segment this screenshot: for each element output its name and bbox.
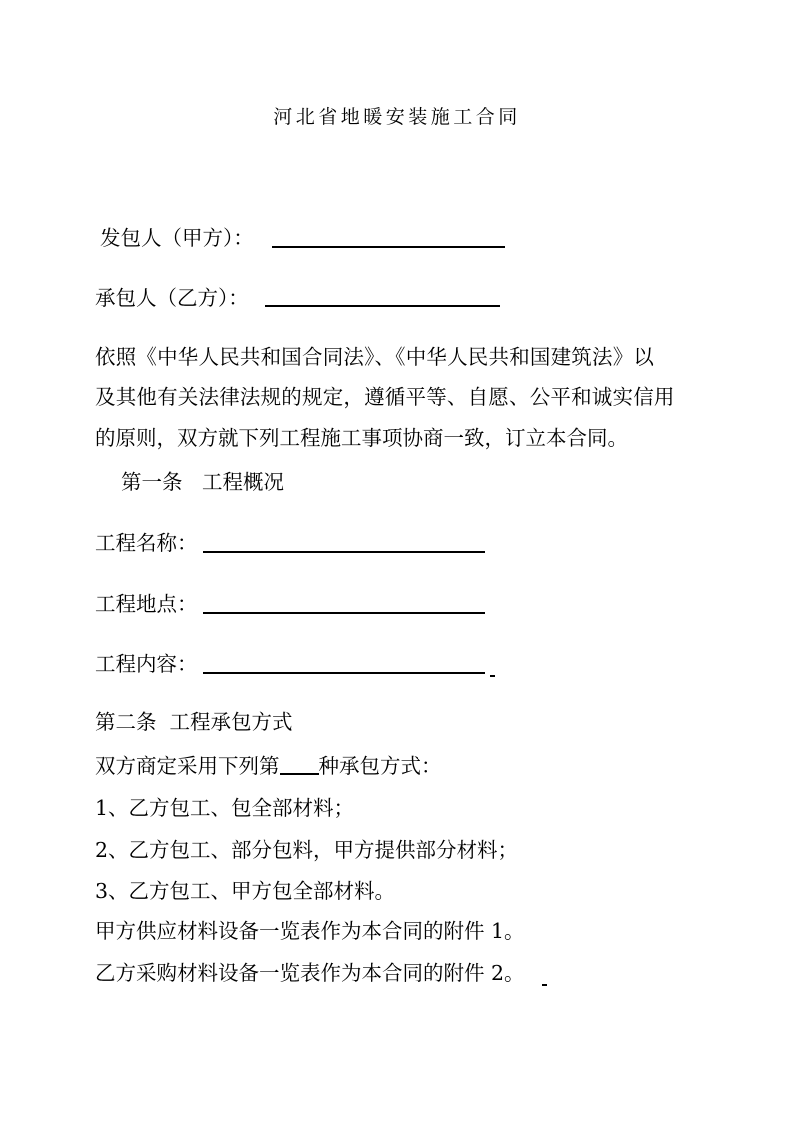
party-a-blank[interactable] (272, 246, 505, 248)
party-b-label: 承包人（乙方）： (95, 286, 249, 310)
project-location-blank[interactable] (203, 612, 485, 614)
project-location-label: 工程地点： (95, 592, 198, 616)
attachment-1: 甲方供应材料设备一览表作为本合同的附件 1。 (95, 919, 525, 943)
document-title: 河北省地暖安装施工合同 (273, 106, 521, 128)
choice-prefix: 双方商定采用下列第 (95, 754, 280, 778)
preamble-line-3: 的原则，双方就下列工程施工事项协商一致，订立本合同。 (95, 426, 628, 450)
marker-dash (490, 675, 495, 677)
option-3: 3、乙方包工、甲方包全部材料。 (95, 879, 396, 903)
project-content-label: 工程内容： (95, 652, 198, 676)
project-name-label: 工程名称： (95, 531, 198, 555)
marker-dash (542, 984, 547, 986)
option-2: 2、乙方包工、部分包料，甲方提供部分材料； (95, 838, 519, 862)
party-a-label: 发包人（甲方）： (100, 226, 254, 250)
choice-suffix: 种承包方式： (318, 754, 442, 778)
preamble-line-2: 及其他有关法律法规的规定，遵循平等、自愿、公平和诚实信用 (95, 385, 675, 409)
contract-mode-choice (95, 752, 442, 780)
party-b-blank[interactable] (265, 305, 500, 307)
article-1-heading: 第一条 工程概况 (121, 470, 285, 494)
article-2-heading: 第二条 工程承包方式 (95, 710, 293, 734)
attachment-2: 乙方采购材料设备一览表作为本合同的附件 2。 (95, 961, 525, 985)
preamble-line-1: 依照《中华人民共和国合同法》、《中华人民共和国建筑法》以 (95, 345, 655, 369)
option-1: 1、乙方包工、包全部材料； (95, 796, 355, 820)
project-name-blank[interactable] (203, 551, 485, 553)
project-content-blank[interactable] (203, 672, 485, 674)
choice-blank[interactable] (280, 755, 319, 775)
